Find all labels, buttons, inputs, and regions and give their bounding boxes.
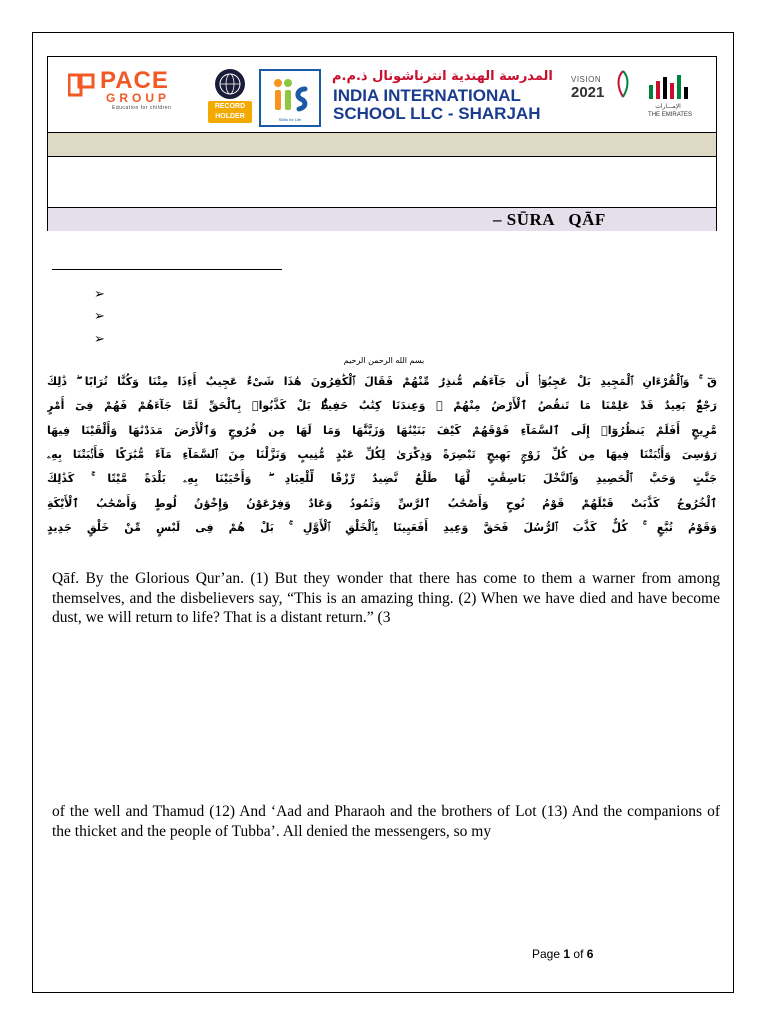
iis-monogram-icon xyxy=(261,73,319,119)
header-blank-row xyxy=(48,157,716,208)
page-total: 6 xyxy=(586,947,594,961)
translation-paragraph-2: of the well and Thamud (12) And ‘Aad and Pharaoh and the brothers of Lot (13) And the companions of the thicket and the people of Tubba’. All denied the messengers, so my xyxy=(52,803,720,840)
logo-row xyxy=(48,57,716,133)
record-badge-line2: HOLDER xyxy=(215,113,245,120)
sura-title: – SŪRA QĀF xyxy=(493,210,606,229)
pace-group-logo xyxy=(68,69,198,109)
vision-2021-logo xyxy=(571,75,631,115)
record-holder-badge xyxy=(208,101,252,123)
header-band-lavender xyxy=(48,208,716,231)
arabic-verse-line: وَقَوْمُ تُبَّعٍ ۚ كُلٌّ كَذَّبَ ٱلرُّسُلَ فَحَقَّ وَعِيدِ أَفَعَيِينَا بِٱلْخَلْقِ ٱلْأَوَّلِ ۚ بَلْ هُمْ فِى لَبْسٍ مِّنْ خَلْقٍ جَدِيدٍ xyxy=(47,521,717,534)
emirates-arabic: الإمـــارات xyxy=(655,103,681,110)
page-number xyxy=(532,947,593,961)
school-name-line1: INDIA INTERNATIONAL xyxy=(333,86,521,105)
pace-mark-icon xyxy=(68,73,96,97)
arabic-verse-line: مَّرِيجٍ أَفَلَمْ يَنظُرُوٓا۟ إِلَى ٱلسَّمَآءِ فَوْقَهُمْ كَيْفَ بَنَيْنَٰهَا وَزَيَّنَّٰهَا وَمَا لَهَا مِن فُرُوجٍ وَٱلْأَرْضَ مَدَدْنَٰهَا وَأَلْقَيْنَا فِيهَا xyxy=(47,424,717,437)
header-table xyxy=(47,56,717,231)
arabic-verse-line: ٱلْخُرُوجُ كَذَّبَتْ قَبْلَهُمْ قَوْمُ نُوحٍ وَأَصْحَٰبُ ٱلرَّسِّ وَثَمُودُ وَعَادٌ وَفِرْعَوْنُ وَإِخْوَٰنُ لُوطٍ وَأَصْحَٰبُ ٱلْأَيْكَةِ xyxy=(47,497,717,510)
iis-tagline: Skills for Life xyxy=(278,117,302,122)
arabic-verse-line: جَنَّٰتٍ وَحَبَّ ٱلْحَصِيدِ وَٱلنَّخْلَ بَاسِقَٰتٍ لَّهَا طَلْعٌ نَّضِيدٌ رِّزْقًا لِّلْعِبَادِ ۖ وَأَحْيَيْنَا بِهِۦ بَلْدَةً مَّيْتًا ۚ كَذَٰلِكَ xyxy=(47,472,717,485)
translation-paragraph-1: Qāf. By the Glorious Qur’an. (1) But they wonder that there has come to them a warner from among themselves, and the disbelievers say, “This is an amazing thing. (2) When we have died and have become dust, we will return to life? That is a distant return.” (3 xyxy=(52,570,720,626)
section-underline xyxy=(52,269,282,270)
page-current: 1 xyxy=(563,947,571,961)
page-of: of xyxy=(573,947,584,961)
basmala: بسم الله الرحمن الرحيم xyxy=(343,356,425,365)
emirates-english: THE EMIRATES xyxy=(648,112,692,118)
bullet-icon: ➢ xyxy=(94,309,105,324)
arabic-verse-line: قٓ ۚ وَٱلْقُرْءَانِ ٱلْمَجِيدِ بَلْ عَجِبُوٓا۟ أَن جَآءَهُم مُّنذِرٌ مِّنْهُمْ فَقَالَ ٱلْكَٰفِرُونَ هَٰذَا شَىْءٌ عَجِيبٌ أَءِذَا مِتْنَا وَكُنَّا تُرَابًا ۖ ذَٰلِكَ xyxy=(47,375,717,388)
pace-word: PACE xyxy=(100,67,169,94)
guinness-globe-icon xyxy=(208,67,252,101)
school-name-arabic: المدرسة الهندية انترناشونال ذ.م.م xyxy=(332,69,553,84)
iis-logo xyxy=(259,69,321,127)
vision-emblem-icon xyxy=(615,69,631,99)
arabic-verse-line: رَوَٰسِىَ وَأَنۢبَتْنَا فِيهَا مِن كُلِّ زَوْجٍۭ بَهِيجٍ تَبْصِرَةً وَذِكْرَىٰ لِكُلِّ عَبْدٍ مُّنِيبٍ وَنَزَّلْنَا مِنَ ٱلسَّمَآءِ مَآءً مُّبَٰرَكًا فَأَنۢبَتْنَا بِهِۦ xyxy=(47,448,717,461)
vision-year: 2021 xyxy=(571,84,605,101)
record-badge-line1: RECORD xyxy=(214,103,246,110)
header-band-tan xyxy=(48,133,716,157)
school-name-line2: SCHOOL LLC - SHARJAH xyxy=(333,104,541,123)
bullet-icon: ➢ xyxy=(94,332,105,347)
pace-tagline: Education for children xyxy=(112,105,172,111)
arabic-verse-line: رَجْعٌۢ بَعِيدٌ قَدْ عَلِمْنَا مَا تَنقُصُ ٱلْأَرْضُ مِنْهُمْ ۖ وَعِندَنَا كِتَٰبٌ حَفِيظٌۢ بَلْ كَذَّبُوا۟ بِٱلْحَقِّ لَمَّا جَآءَهُمْ فَهُمْ فِىٓ أَمْرٍ xyxy=(47,399,717,412)
bullet-icon: ➢ xyxy=(94,287,105,302)
guinness-record-logo xyxy=(208,67,252,127)
pace-group-word: GROUP xyxy=(106,91,171,105)
vision-word: VISION xyxy=(571,75,602,84)
the-emirates-logo xyxy=(643,73,693,123)
emirates-bars-icon xyxy=(643,73,693,101)
page-label: Page xyxy=(532,947,561,961)
